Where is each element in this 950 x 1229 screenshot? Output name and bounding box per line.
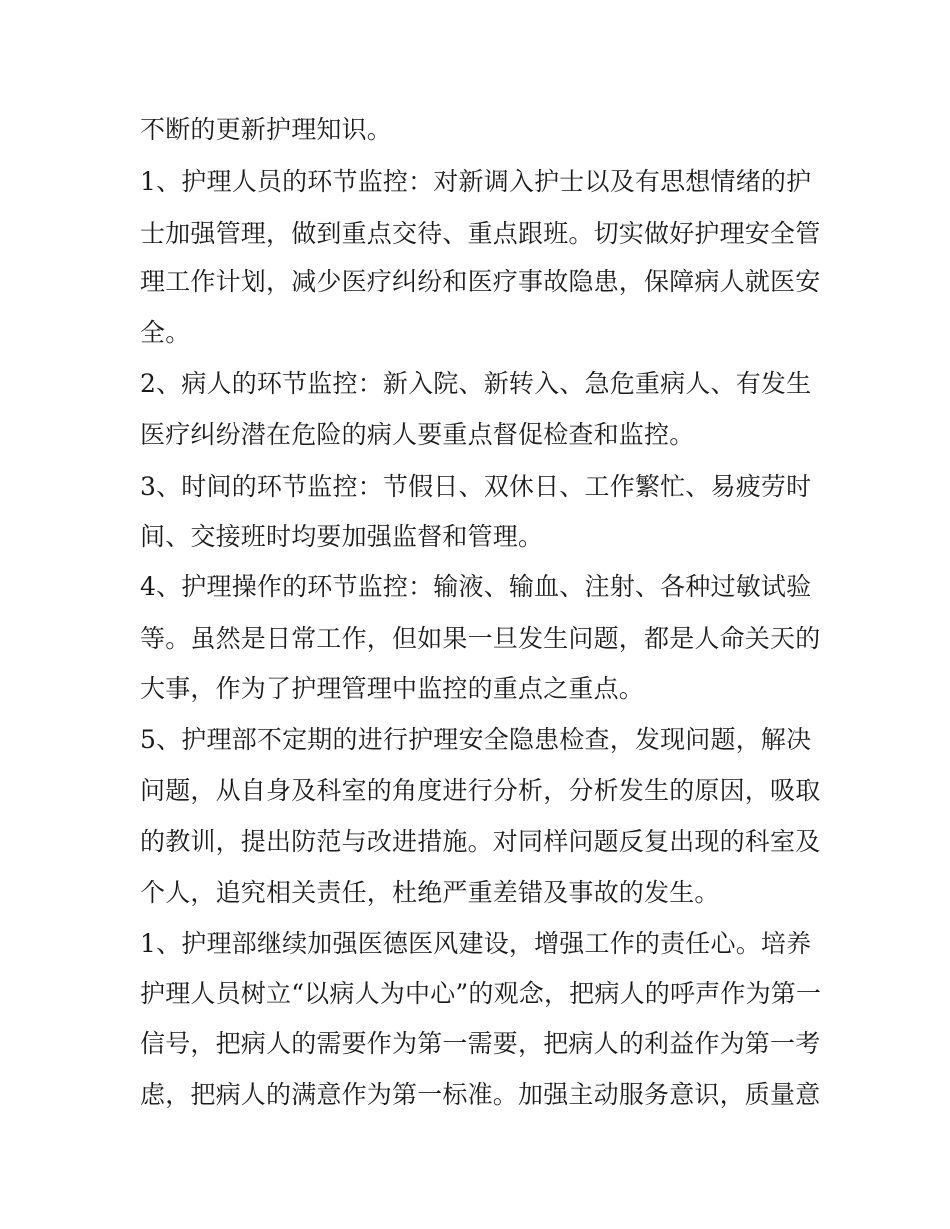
text-line: 等。虽然是日常工作，但如果一旦发生问题，都是人命关天的 xyxy=(140,624,821,653)
text-line: 护理人员树立“以病人为中心”的观念，把病人的呼声作为第一 xyxy=(140,979,822,1008)
text-line: 虑，把病人的满意作为第一标准。加强主动服务意识，质量意 xyxy=(140,1080,821,1109)
text-line: 问题，从自身及科室的角度进行分析，分析发生的原因，吸取 xyxy=(140,776,821,805)
text-line: 全。 xyxy=(140,318,191,347)
text-line: 医疗纠纷潜在危险的病人要重点督促检查和监控。 xyxy=(140,420,695,449)
text-line: 1、护理人员的环节监控：对新调入护士以及有思想情绪的护 xyxy=(140,167,812,196)
text-line: 1、护理部继续加强医德医风建设，增强工作的责任心。培养 xyxy=(140,929,812,958)
text-line: 的教训，提出防范与改进措施。对同样问题反复出现的科室及 xyxy=(140,827,821,856)
text-line: 个人，追究相关责任，杜绝严重差错及事故的发生。 xyxy=(140,878,720,907)
text-line: 信号，把病人的需要作为第一需要，把病人的利益作为第一考 xyxy=(140,1029,821,1058)
text-line: 不断的更新护理知识。 xyxy=(140,115,393,144)
text-line: 大事，作为了护理管理中监控的重点之重点。 xyxy=(140,674,645,703)
text-line: 3、时间的环节监控：节假日、双休日、工作繁忙、易疲劳时 xyxy=(140,472,812,501)
text-line: 理工作计划，减少医疗纠纷和医疗事故隐患，保障病人就医安 xyxy=(140,267,821,296)
text-line: 间、交接班时均要加强监督和管理。 xyxy=(140,522,544,551)
text-line: 5、护理部不定期的进行护理安全隐患检查，发现问题，解决 xyxy=(140,725,812,754)
text-line: 士加强管理，做到重点交待、重点跟班。切实做好护理安全管 xyxy=(140,219,821,248)
text-line: 4、护理操作的环节监控：输液、输血、注射、各种过敏试验 xyxy=(140,572,812,601)
text-line: 2、病人的环节监控：新入院、新转入、急危重病人、有发生 xyxy=(140,369,812,398)
